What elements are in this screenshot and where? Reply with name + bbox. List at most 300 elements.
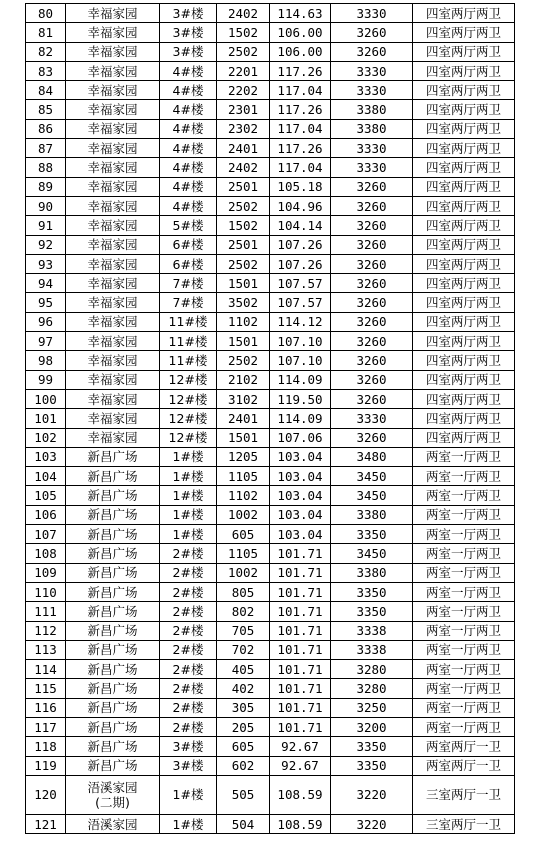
cell-project-name: 新昌广场 [66,447,160,466]
cell-row-number: 103 [26,447,66,466]
cell-unit-price: 3280 [331,679,413,698]
cell-layout: 两室一厅两卫 [413,544,515,563]
cell-area: 117.04 [270,81,331,100]
cell-layout: 三室两厅一卫 [413,814,515,833]
cell-area: 107.10 [270,351,331,370]
cell-project-name: 幸福家园 [66,61,160,80]
table-row [26,4,515,23]
cell-unit-number: 504 [217,814,270,833]
cell-unit-number: 2301 [217,100,270,119]
cell-unit-price: 3260 [331,312,413,331]
cell-unit-price: 3350 [331,582,413,601]
cell-row-number: 91 [26,216,66,235]
table-row [26,544,515,563]
cell-building: 3#楼 [160,42,217,61]
cell-project-name: 新昌广场 [66,467,160,486]
cell-layout: 三室两厅一卫 [413,775,515,814]
cell-row-number: 95 [26,293,66,312]
cell-unit-price: 3338 [331,640,413,659]
cell-project-name: 浯溪家园 [66,814,160,833]
cell-project-name: 幸福家园 [66,81,160,100]
cell-layout: 四室两厅两卫 [413,312,515,331]
table-row [26,428,515,447]
project-name-main: 浯溪家园 [87,779,138,795]
cell-project-name: 新昌广场 [66,544,160,563]
cell-layout: 两室一厅两卫 [413,717,515,736]
cell-unit-number: 1105 [217,467,270,486]
cell-layout: 两室一厅两卫 [413,621,515,640]
cell-layout: 四室两厅两卫 [413,139,515,158]
cell-building: 12#楼 [160,370,217,389]
table-row [26,119,515,138]
cell-building: 11#楼 [160,332,217,351]
table-row [26,100,515,119]
table-row [26,196,515,215]
cell-building: 1#楼 [160,775,217,814]
cell-unit-number: 605 [217,737,270,756]
table-row [26,409,515,428]
table-row [26,274,515,293]
cell-building: 3#楼 [160,737,217,756]
cell-unit-number: 2502 [217,254,270,273]
cell-unit-price: 3220 [331,775,413,814]
cell-area: 117.26 [270,139,331,158]
table-row [26,351,515,370]
cell-building: 2#楼 [160,602,217,621]
cell-unit-number: 1501 [217,428,270,447]
housing-listing-table [25,3,515,834]
cell-unit-price: 3338 [331,621,413,640]
cell-unit-price: 3260 [331,428,413,447]
cell-row-number: 115 [26,679,66,698]
cell-unit-number: 1002 [217,505,270,524]
cell-layout: 四室两厅两卫 [413,274,515,293]
cell-layout: 两室一厅两卫 [413,582,515,601]
table-row [26,158,515,177]
cell-building: 1#楼 [160,467,217,486]
cell-area: 105.18 [270,177,331,196]
cell-unit-price: 3260 [331,216,413,235]
cell-unit-number: 602 [217,756,270,775]
cell-area: 117.04 [270,158,331,177]
cell-row-number: 84 [26,81,66,100]
cell-layout: 两室一厅两卫 [413,525,515,544]
cell-row-number: 92 [26,235,66,254]
cell-area: 117.26 [270,100,331,119]
cell-unit-price: 3350 [331,525,413,544]
cell-unit-number: 2502 [217,196,270,215]
cell-layout: 四室两厅两卫 [413,100,515,119]
cell-area: 107.57 [270,274,331,293]
cell-row-number: 81 [26,23,66,42]
cell-area: 114.09 [270,370,331,389]
cell-building: 2#楼 [160,660,217,679]
cell-unit-number: 2202 [217,81,270,100]
cell-area: 117.26 [270,61,331,80]
cell-row-number: 113 [26,640,66,659]
table-row [26,582,515,601]
cell-layout: 四室两厅两卫 [413,216,515,235]
cell-area: 101.71 [270,717,331,736]
cell-building: 11#楼 [160,351,217,370]
cell-area: 107.26 [270,254,331,273]
cell-unit-price: 3380 [331,100,413,119]
cell-unit-number: 3102 [217,389,270,408]
cell-area: 103.04 [270,486,331,505]
cell-layout: 四室两厅两卫 [413,81,515,100]
cell-layout: 两室两厅一卫 [413,756,515,775]
cell-unit-number: 2401 [217,139,270,158]
cell-building: 2#楼 [160,544,217,563]
cell-building: 4#楼 [160,177,217,196]
table-row [26,332,515,351]
cell-unit-price: 3480 [331,447,413,466]
cell-project-name: 新昌广场 [66,756,160,775]
cell-row-number: 89 [26,177,66,196]
cell-area: 114.12 [270,312,331,331]
cell-layout: 四室两厅两卫 [413,351,515,370]
cell-row-number: 101 [26,409,66,428]
cell-project-name: 幸福家园 [66,274,160,293]
cell-layout: 两室一厅两卫 [413,486,515,505]
cell-building: 1#楼 [160,525,217,544]
cell-layout: 两室一厅两卫 [413,447,515,466]
cell-row-number: 94 [26,274,66,293]
cell-unit-price: 3260 [331,332,413,351]
cell-unit-price: 3330 [331,158,413,177]
cell-row-number: 80 [26,4,66,23]
cell-area: 104.96 [270,196,331,215]
cell-layout: 两室一厅两卫 [413,679,515,698]
cell-area: 107.10 [270,332,331,351]
cell-area: 107.57 [270,293,331,312]
cell-unit-price: 3450 [331,467,413,486]
cell-project-name: 幸福家园 [66,42,160,61]
cell-building: 11#楼 [160,312,217,331]
cell-building: 2#楼 [160,640,217,659]
cell-unit-number: 1501 [217,274,270,293]
cell-project-name: 幸福家园 [66,389,160,408]
cell-area: 103.04 [270,505,331,524]
cell-building: 12#楼 [160,389,217,408]
table-row [26,660,515,679]
cell-row-number: 110 [26,582,66,601]
table-row [26,717,515,736]
table-row [26,293,515,312]
cell-row-number: 109 [26,563,66,582]
cell-layout: 四室两厅两卫 [413,293,515,312]
cell-building: 1#楼 [160,486,217,505]
cell-building: 1#楼 [160,814,217,833]
cell-row-number: 104 [26,467,66,486]
cell-project-name: 新昌广场 [66,660,160,679]
cell-area: 101.71 [270,582,331,601]
cell-project-name: 新昌广场 [66,621,160,640]
cell-project-name: 新昌广场 [66,563,160,582]
cell-unit-price: 3260 [331,274,413,293]
cell-area: 117.04 [270,119,331,138]
cell-unit-price: 3330 [331,409,413,428]
table-row [26,525,515,544]
cell-building: 4#楼 [160,61,217,80]
cell-area: 114.09 [270,409,331,428]
cell-project-name: 幸福家园 [66,23,160,42]
cell-building: 5#楼 [160,216,217,235]
cell-unit-price: 3260 [331,235,413,254]
cell-project-name: 幸福家园 [66,370,160,389]
cell-area: 103.04 [270,467,331,486]
cell-unit-price: 3350 [331,737,413,756]
table-row [26,602,515,621]
table-row [26,775,515,814]
cell-layout: 四室两厅两卫 [413,370,515,389]
cell-unit-price: 3330 [331,139,413,158]
cell-building: 4#楼 [160,196,217,215]
cell-project-name: 幸福家园 [66,139,160,158]
cell-building: 7#楼 [160,293,217,312]
cell-project-name: 幸福家园 [66,351,160,370]
cell-row-number: 100 [26,389,66,408]
cell-layout: 四室两厅两卫 [413,42,515,61]
table-row [26,737,515,756]
cell-unit-price: 3260 [331,42,413,61]
table-row [26,505,515,524]
cell-project-name: 新昌广场 [66,525,160,544]
cell-layout: 四室两厅两卫 [413,196,515,215]
cell-project-name: 幸福家园 [66,293,160,312]
cell-unit-price: 3350 [331,602,413,621]
cell-unit-price: 3330 [331,81,413,100]
cell-unit-number: 2401 [217,409,270,428]
cell-unit-price: 3450 [331,544,413,563]
table-row [26,139,515,158]
cell-project-name: 幸福家园 [66,216,160,235]
cell-row-number: 98 [26,351,66,370]
cell-unit-number: 705 [217,621,270,640]
cell-unit-number: 2402 [217,4,270,23]
cell-unit-number: 2302 [217,119,270,138]
cell-unit-price: 3260 [331,351,413,370]
cell-layout: 两室一厅两卫 [413,698,515,717]
cell-row-number: 119 [26,756,66,775]
cell-area: 108.59 [270,814,331,833]
cell-unit-number: 1102 [217,486,270,505]
cell-building: 6#楼 [160,254,217,273]
cell-row-number: 86 [26,119,66,138]
cell-layout: 四室两厅两卫 [413,23,515,42]
table-row [26,621,515,640]
table-row [26,640,515,659]
cell-building: 1#楼 [160,447,217,466]
table-body [26,4,515,834]
cell-unit-number: 402 [217,679,270,698]
cell-building: 4#楼 [160,81,217,100]
cell-unit-number: 1501 [217,332,270,351]
cell-layout: 四室两厅两卫 [413,235,515,254]
cell-building: 2#楼 [160,679,217,698]
table-row [26,177,515,196]
cell-building: 3#楼 [160,4,217,23]
table-row [26,814,515,833]
table-row [26,698,515,717]
cell-layout: 两室两厅一卫 [413,737,515,756]
cell-building: 4#楼 [160,158,217,177]
cell-project-name: 新昌广场 [66,717,160,736]
table-row [26,467,515,486]
cell-layout: 两室一厅两卫 [413,505,515,524]
cell-unit-number: 605 [217,525,270,544]
cell-unit-price: 3330 [331,61,413,80]
cell-unit-price: 3260 [331,23,413,42]
cell-row-number: 83 [26,61,66,80]
cell-row-number: 90 [26,196,66,215]
cell-project-name: 新昌广场 [66,505,160,524]
cell-area: 119.50 [270,389,331,408]
cell-project-name: 幸福家园 [66,428,160,447]
table-row [26,447,515,466]
cell-unit-number: 2501 [217,235,270,254]
table-row [26,23,515,42]
cell-building: 12#楼 [160,428,217,447]
cell-area: 103.04 [270,447,331,466]
cell-row-number: 116 [26,698,66,717]
cell-unit-price: 3380 [331,119,413,138]
cell-unit-price: 3260 [331,389,413,408]
cell-row-number: 120 [26,775,66,814]
cell-row-number: 82 [26,42,66,61]
cell-unit-number: 505 [217,775,270,814]
cell-project-name: 幸福家园 [66,119,160,138]
cell-project-name: 幸福家园 [66,4,160,23]
cell-building: 3#楼 [160,756,217,775]
cell-unit-number: 405 [217,660,270,679]
cell-row-number: 105 [26,486,66,505]
cell-row-number: 118 [26,737,66,756]
table-row [26,254,515,273]
cell-area: 92.67 [270,756,331,775]
cell-layout: 四室两厅两卫 [413,254,515,273]
cell-layout: 四室两厅两卫 [413,119,515,138]
cell-project-name [66,775,160,814]
cell-layout: 两室一厅两卫 [413,640,515,659]
cell-unit-number: 2402 [217,158,270,177]
cell-row-number: 93 [26,254,66,273]
cell-unit-number: 702 [217,640,270,659]
cell-unit-price: 3280 [331,660,413,679]
table-row [26,216,515,235]
cell-area: 106.00 [270,42,331,61]
cell-building: 4#楼 [160,100,217,119]
cell-project-name: 幸福家园 [66,100,160,119]
cell-layout: 两室一厅两卫 [413,467,515,486]
cell-row-number: 106 [26,505,66,524]
cell-layout: 四室两厅两卫 [413,409,515,428]
cell-area: 101.71 [270,679,331,698]
cell-unit-number: 2102 [217,370,270,389]
cell-project-name: 幸福家园 [66,177,160,196]
cell-layout: 四室两厅两卫 [413,389,515,408]
cell-project-name: 新昌广场 [66,679,160,698]
cell-unit-price: 3350 [331,756,413,775]
cell-unit-number: 2502 [217,351,270,370]
cell-unit-price: 3200 [331,717,413,736]
cell-row-number: 114 [26,660,66,679]
table-row [26,81,515,100]
cell-layout: 四室两厅两卫 [413,177,515,196]
cell-unit-number: 802 [217,602,270,621]
cell-unit-price: 3260 [331,293,413,312]
cell-project-name: 新昌广场 [66,640,160,659]
cell-row-number: 87 [26,139,66,158]
cell-building: 4#楼 [160,119,217,138]
cell-project-name: 新昌广场 [66,486,160,505]
cell-row-number: 108 [26,544,66,563]
table-row [26,370,515,389]
table-row [26,756,515,775]
cell-area: 101.71 [270,660,331,679]
cell-unit-number: 2502 [217,42,270,61]
cell-unit-price: 3260 [331,196,413,215]
cell-layout: 两室一厅两卫 [413,602,515,621]
cell-area: 103.04 [270,525,331,544]
cell-row-number: 107 [26,525,66,544]
cell-project-name: 新昌广场 [66,582,160,601]
cell-layout: 四室两厅两卫 [413,4,515,23]
table-row [26,235,515,254]
cell-unit-number: 1205 [217,447,270,466]
cell-project-name: 幸福家园 [66,312,160,331]
cell-area: 101.71 [270,544,331,563]
cell-building: 4#楼 [160,139,217,158]
cell-unit-price: 3260 [331,370,413,389]
cell-project-name: 幸福家园 [66,196,160,215]
cell-unit-number: 1502 [217,216,270,235]
cell-building: 3#楼 [160,23,217,42]
table-row [26,312,515,331]
cell-project-name: 幸福家园 [66,235,160,254]
cell-layout: 四室两厅两卫 [413,428,515,447]
cell-row-number: 88 [26,158,66,177]
cell-unit-number: 1502 [217,23,270,42]
table-row [26,61,515,80]
cell-project-name: 幸福家园 [66,332,160,351]
table-row [26,42,515,61]
cell-unit-price: 3260 [331,177,413,196]
cell-area: 101.71 [270,602,331,621]
cell-building: 12#楼 [160,409,217,428]
cell-building: 2#楼 [160,717,217,736]
cell-area: 101.71 [270,640,331,659]
cell-unit-price: 3380 [331,563,413,582]
cell-unit-number: 2501 [217,177,270,196]
cell-building: 6#楼 [160,235,217,254]
cell-unit-number: 1002 [217,563,270,582]
cell-unit-number: 305 [217,698,270,717]
cell-row-number: 97 [26,332,66,351]
cell-area: 92.67 [270,737,331,756]
cell-area: 101.71 [270,563,331,582]
cell-area: 107.26 [270,235,331,254]
cell-area: 107.06 [270,428,331,447]
cell-area: 106.00 [270,23,331,42]
cell-row-number: 99 [26,370,66,389]
cell-row-number: 112 [26,621,66,640]
cell-unit-number: 2201 [217,61,270,80]
cell-unit-price: 3260 [331,254,413,273]
cell-area: 114.63 [270,4,331,23]
cell-unit-price: 3220 [331,814,413,833]
cell-layout: 四室两厅两卫 [413,158,515,177]
